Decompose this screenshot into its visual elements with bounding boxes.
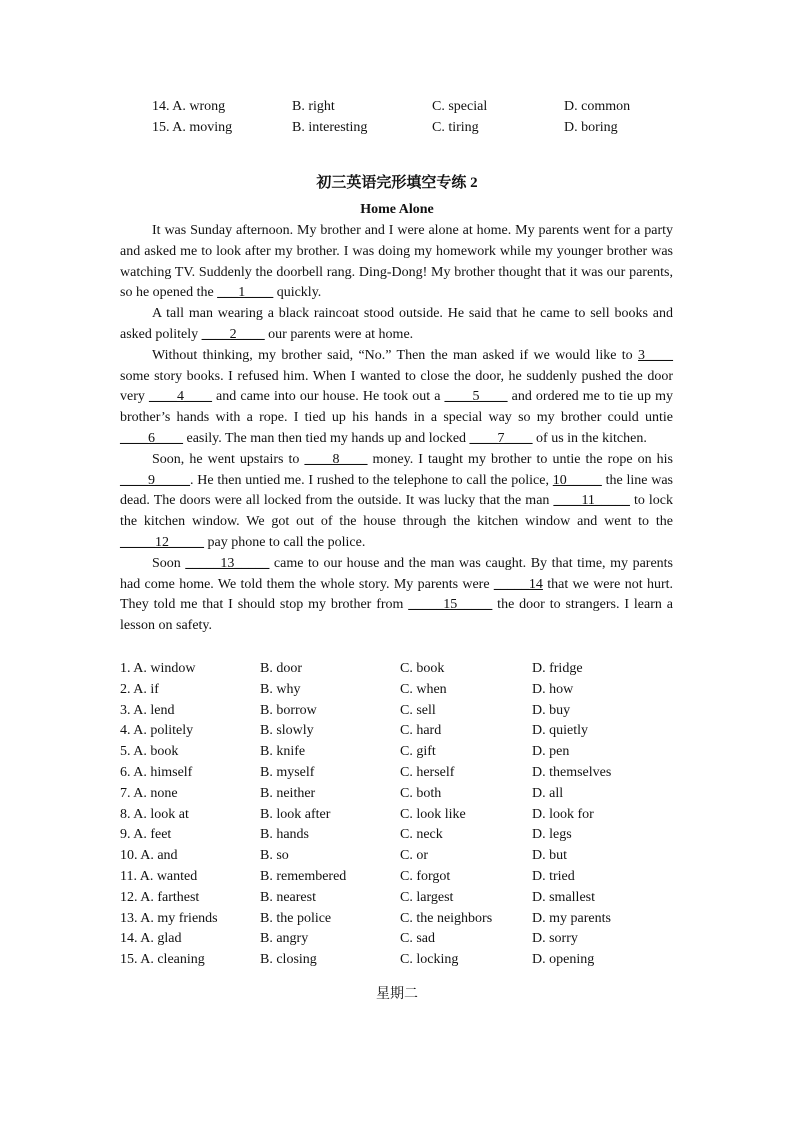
option-c: C. largest xyxy=(400,889,454,905)
option-row xyxy=(152,97,712,117)
option-row xyxy=(120,680,680,700)
answer-blank: ___1____ xyxy=(217,285,274,301)
option-b: B. slowly xyxy=(260,723,314,739)
option-b: B. closing xyxy=(260,952,317,968)
option-a: 14. A. glad xyxy=(120,931,182,947)
answer-blank: _____13_____ xyxy=(185,555,270,571)
option-c: C. look like xyxy=(400,806,466,822)
answer-blank: ____8____ xyxy=(304,451,368,467)
passage-text: pay phone to call the police. xyxy=(204,534,366,550)
option-row xyxy=(120,846,680,866)
option-d: D. pen xyxy=(532,744,570,760)
option-a: 4. A. politely xyxy=(120,723,194,739)
option-row xyxy=(120,805,680,825)
option-a: 3. A. lend xyxy=(120,702,175,718)
answer-blank: 3____ xyxy=(638,347,673,363)
option-row xyxy=(152,118,712,138)
passage-text: our parents were at home. xyxy=(264,326,414,342)
answer-blank: ____6____ xyxy=(120,430,183,446)
option-c: C. forgot xyxy=(400,869,451,884)
option-c: C. special xyxy=(432,99,488,114)
option-row xyxy=(120,888,680,908)
option-row xyxy=(120,784,680,804)
option-b: B. angry xyxy=(260,931,309,947)
answer-blank: ____9_____ xyxy=(120,472,190,488)
paragraph xyxy=(120,304,673,346)
option-a: 13. A. my friends xyxy=(120,910,218,926)
option-d: D. sorry xyxy=(532,931,578,947)
option-d: D. buy xyxy=(532,702,571,718)
option-d: D. opening xyxy=(532,952,595,968)
option-b: B. neither xyxy=(260,785,316,801)
passage-text: Without thinking, my brother said, “No.” Then the man asked if we would like to xyxy=(152,347,638,363)
option-a: 1. A. window xyxy=(120,661,196,676)
passage-text: the door to strangers. I learn a lesson on safety. xyxy=(120,597,673,634)
option-c: C. book xyxy=(400,661,445,676)
option-c: C. the neighbors xyxy=(400,910,493,926)
option-row xyxy=(120,763,680,783)
answer-blank: 10_____ xyxy=(552,472,602,488)
passage-text: of us in the kitchen. xyxy=(532,430,647,446)
option-d: D. how xyxy=(532,681,574,697)
option-a: 6. A. himself xyxy=(120,765,193,780)
passage-text: money. I taught my brother to untie the rope on his xyxy=(367,451,674,467)
option-d: D. fridge xyxy=(532,661,583,676)
paragraph xyxy=(120,554,673,637)
option-c: C. locking xyxy=(400,952,459,968)
story-title: Home Alone xyxy=(360,202,434,217)
option-c: C. neck xyxy=(400,827,443,843)
answer-blank: ____11_____ xyxy=(553,493,630,509)
option-b: B. the police xyxy=(260,910,332,926)
paragraph xyxy=(120,346,673,450)
option-a: 12. A. farthest xyxy=(120,889,200,905)
answer-blank: ____5____ xyxy=(444,389,508,405)
option-row xyxy=(120,742,680,762)
option-d: D. common xyxy=(564,99,631,114)
passage-text: that we were not hurt. They told me that I should stop my brother from xyxy=(120,576,673,613)
option-a: 14. A. wrong xyxy=(152,99,226,114)
option-b: B. so xyxy=(260,848,289,864)
option-a: 2. A. if xyxy=(120,681,159,697)
passage-text: . He then untied me. I rushed to the telephone to call the police, xyxy=(190,472,553,488)
option-row xyxy=(120,929,680,949)
option-a: 8. A. look at xyxy=(120,806,189,822)
option-c: C. both xyxy=(400,785,442,801)
option-b: B. look after xyxy=(260,806,331,822)
option-a: 11. A. wanted xyxy=(120,869,198,884)
option-d: D. all xyxy=(532,785,564,801)
option-b: B. borrow xyxy=(260,702,317,718)
option-a: 15. A. moving xyxy=(152,120,233,135)
answer-blank: _____12_____ xyxy=(120,534,204,550)
passage-text: Soon xyxy=(152,555,186,571)
option-d: D. smallest xyxy=(532,889,595,905)
option-d: D. quietly xyxy=(532,723,588,739)
option-row xyxy=(120,721,680,741)
option-c: C. sell xyxy=(400,702,436,718)
option-b: B. myself xyxy=(260,765,315,780)
passage-text: A tall man wearing a black raincoat stood outside. He said that he came to sell books and asked politely xyxy=(120,306,673,342)
option-b: B. why xyxy=(260,681,301,697)
passage xyxy=(120,221,673,637)
passage-text: to lock the kitchen window. We got out of the house through the kitchen window and went to the xyxy=(120,493,673,530)
paragraph xyxy=(120,221,673,304)
passage-text: easily. The man then tied my hands up and locked xyxy=(183,430,470,446)
option-d: D. look for xyxy=(532,806,594,822)
option-a: 7. A. none xyxy=(120,785,178,801)
option-row xyxy=(120,950,680,970)
option-b: B. right xyxy=(292,99,335,114)
passage-text: some story books. I refused him. When I wanted to close the door, he suddenly pushed the door very xyxy=(120,368,673,405)
option-d: D. themselves xyxy=(532,765,612,780)
option-a: 5. A. book xyxy=(120,744,179,760)
option-b: B. remembered xyxy=(260,869,347,884)
answer-blank: _____15_____ xyxy=(408,597,493,613)
option-b: B. hands xyxy=(260,827,309,843)
option-c: C. when xyxy=(400,681,447,697)
passage-text: came to our house and the man was caught. By that time, my parents had come home. We told them the whole story. My parents were xyxy=(120,555,673,592)
option-c: C. herself xyxy=(400,765,455,780)
option-b: B. interesting xyxy=(292,120,368,135)
answer-blank: ____4____ xyxy=(148,389,212,405)
section-title: 初三英语完形填空专练 2 xyxy=(316,175,478,191)
option-a: 9. A. feet xyxy=(120,827,172,843)
option-b: B. nearest xyxy=(260,889,316,905)
passage-text: the line was dead. The doors were all locked from the outside. It was lucky that the man xyxy=(120,472,673,509)
option-b: B. knife xyxy=(260,744,306,760)
option-b: B. door xyxy=(260,661,302,676)
option-a: 10. A. and xyxy=(120,848,178,864)
answer-blank: ____7____ xyxy=(469,430,533,446)
option-d: D. but xyxy=(532,848,567,864)
option-a: 15. A. cleaning xyxy=(120,952,205,968)
option-c: C. or xyxy=(400,848,428,864)
option-row xyxy=(120,867,680,887)
paragraph xyxy=(120,450,673,554)
page-footer: 星期二 xyxy=(376,987,418,1002)
passage-text: and ordered me to tie up my brother’s hands with a rope. I tied up his hands in a special way so my brother could untie xyxy=(120,389,673,426)
option-row xyxy=(120,701,680,721)
answer-blank: ____2____ xyxy=(201,326,265,342)
option-c: C. gift xyxy=(400,744,436,760)
passage-text: Soon, he went upstairs to xyxy=(152,451,305,467)
passage-text: It was Sunday afternoon. My brother and I were alone at home. My parents went for a party and asked me to look after my brother. I was doing my homework while my younger brother was watching TV. Suddenly the doorbell rang. Ding-Dong! My brother thought that it was our parents, so he opened the xyxy=(120,223,673,301)
option-row xyxy=(120,825,680,845)
option-d: D. legs xyxy=(532,827,572,843)
option-c: C. tiring xyxy=(432,120,479,135)
option-d: D. tried xyxy=(532,869,575,884)
option-row xyxy=(120,909,680,929)
option-c: C. sad xyxy=(400,931,435,947)
passage-text: quickly. xyxy=(273,285,322,301)
option-d: D. boring xyxy=(564,120,618,135)
option-row xyxy=(120,659,680,679)
option-d: D. my parents xyxy=(532,910,611,926)
passage-text: and came into our house. He took out a xyxy=(211,389,445,405)
answer-blank: _____14 xyxy=(493,576,543,592)
option-c: C. hard xyxy=(400,723,442,739)
